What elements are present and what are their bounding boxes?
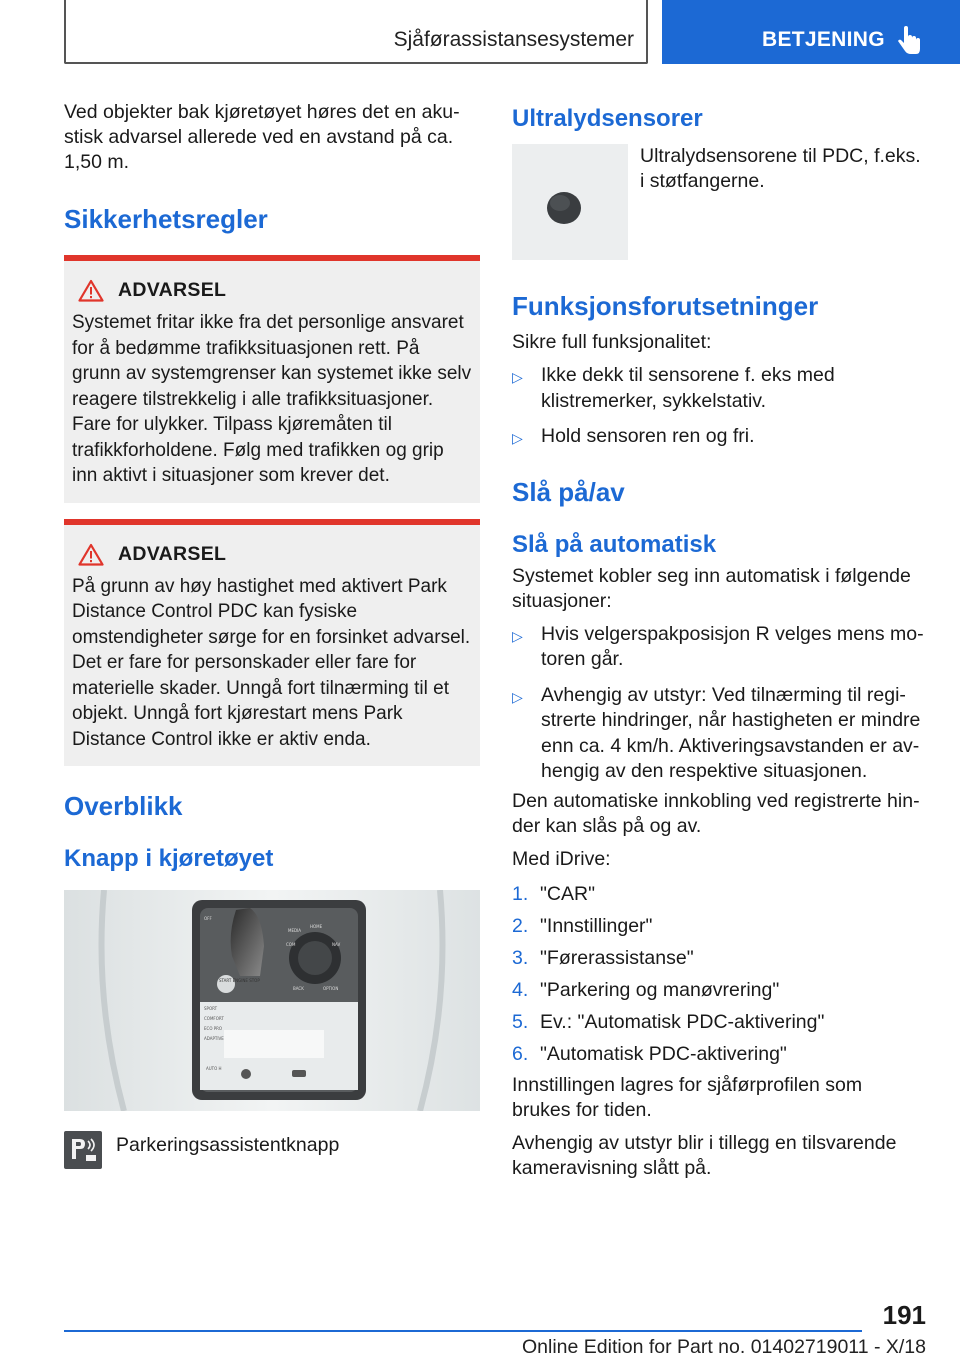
adaptive-label: ADAPTIVE [204, 1036, 224, 1041]
warning-triangle-icon [78, 543, 104, 566]
header-chapter-box [64, 0, 648, 64]
idrive-intro: Med iDrive: [512, 847, 611, 870]
overview-heading: Overblikk [64, 791, 183, 821]
sensors-row [512, 144, 924, 260]
camera-note: Avhengig av utstyr blir i tillegg en tilsvarende kameravisning slått på. [512, 1131, 897, 1179]
auto-intro: Systemet kobler seg inn automatisk i følgende situasjoner: [512, 564, 911, 612]
list-item: 1. "CAR" [512, 882, 596, 905]
button-caption-row [64, 1131, 480, 1169]
sport-label: SPORT [204, 1006, 218, 1011]
warning-title: ADVARSEL [118, 542, 227, 565]
hand-pointer-icon [896, 26, 922, 56]
intro-paragraph: Ved objekter bak kjøretøyet høres det en aku- stisk advarsel allerede ved en avstand på ca. 1,50 m. [64, 101, 460, 173]
idrive-steps [512, 882, 924, 1067]
function-heading: Funksjonsforutsetninger [512, 291, 819, 321]
saved-note: Innstillingen lagres for sjåførprofilen som brukes for tiden. [512, 1073, 863, 1121]
list-item: ▷ Hold sensoren ren og fri. [512, 424, 924, 452]
option-label: OPTION [323, 986, 339, 991]
button-caption: Parkeringsassistentknapp [116, 1134, 340, 1156]
auto-heading: Slå på automatisk [512, 530, 717, 558]
function-bullets [512, 363, 924, 452]
com-label: COM [286, 942, 296, 947]
sensors-heading: Ultralydsensorer [512, 105, 703, 132]
list-item: 5. Ev.: "Automatisk PDC-aktivering" [512, 1010, 825, 1033]
list-item: ▷ Ikke dekk til sensorene f. eks med klistremerker, sykkelstativ. [512, 363, 924, 414]
warning-box [64, 519, 480, 767]
warning-box [64, 255, 480, 503]
warning-text: Systemet fritar ikke fra det personlige ansvaret for å bedømme trafikksituasjonen rett. På grunn av systemgrenser kan systemet ikke selv reagere tilstrekkelig i alle trafikksituasjoner. Fare for ulykker. Tilpass kjøremåten til trafikkforholdene. Følg med trafikken og grip inn aktivt i situasjoner som krever det. [72, 312, 472, 486]
auto-bullets [512, 622, 924, 785]
off-label: OFF [204, 916, 212, 921]
home-label: HOME [310, 924, 323, 929]
page-number: 191 [882, 1300, 926, 1330]
list-item: ▷ Avhengig av utstyr: Ved tilnærming til registrerte hindringer, når hastigheten er mindre enn ca. 4 km/h. Aktiveringsavstanden er avhengig av den respektive situasjonen. [512, 683, 924, 785]
list-item: 3. "Førerassistanse" [512, 946, 694, 969]
button-heading: Knapp i kjøretøyet [64, 845, 274, 872]
right-column [512, 104, 924, 1181]
nav-label: NAV [332, 942, 341, 947]
bullet-triangle-icon: ▷ [512, 430, 523, 446]
chapter-title: Sjåførassistansesystemer [393, 28, 634, 51]
section-title: BETJENING [762, 28, 885, 51]
safety-heading: Sikkerhetsregler [64, 204, 268, 234]
onoff-heading: Slå på/av [512, 476, 625, 507]
warning-text: På grunn av høy hastighet med aktivert Park Distance Control PDC kan fysiske omstendigheter sørge for en forsinket advarsel. Det er fare for personskader eller fare for materielle skader. Unngå fort tilnærming til et objekt. Unngå fort kjørestart mens Park Distance Control ikke er aktiv enda. [72, 575, 471, 750]
list-item: 6. "Automatisk PDC-aktivering" [512, 1042, 787, 1065]
left-column [64, 100, 480, 1169]
bullet-triangle-icon: ▷ [512, 627, 523, 644]
parking-assistant-button-icon [64, 1131, 102, 1169]
bullet-triangle-icon: ▷ [512, 688, 523, 705]
footer-divider [64, 1330, 862, 1332]
media-label: MEDIA [288, 928, 301, 933]
park-assist-button-icon [292, 1070, 306, 1077]
auto-h-label: AUTO H [206, 1066, 222, 1071]
start-engine-label: START ENGINE STOP [219, 978, 260, 983]
warning-title: ADVARSEL [118, 279, 227, 301]
header-section-tab [662, 0, 960, 64]
comfort-label: COMFORT [204, 1016, 224, 1021]
parking-brake-icon [241, 1069, 251, 1079]
eco-pro-label: ECO PRO [204, 1026, 223, 1031]
function-intro: Sikre full funksjonalitet: [512, 331, 712, 353]
bullet-triangle-icon: ▷ [512, 369, 523, 385]
ultrasonic-sensor-image [512, 144, 628, 260]
list-item: ▷ Hvis velgerspakposisjon R velges mens motoren går. [512, 622, 924, 673]
warning-triangle-icon [78, 279, 104, 302]
footer-edition: Online Edition for Part no. 01402719011 - X/18 [522, 1336, 926, 1358]
list-item: 2. "Innstillinger" [512, 914, 653, 937]
center-console-image [64, 890, 480, 1111]
auto-note: Den automatiske innkobling ved registrerte hinder kan slås på og av. [512, 789, 920, 837]
list-item: 4. "Parkering og manøvrering" [512, 978, 780, 1001]
sensors-text: Ultralydsensorene til PDC, f.eks. i støtfangerne. [640, 145, 921, 192]
back-label: BACK [293, 986, 304, 991]
